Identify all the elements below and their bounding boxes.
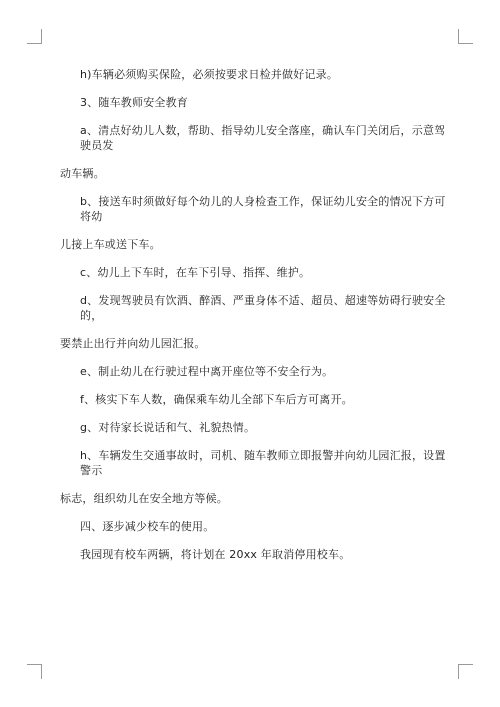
paragraph-text: g、对待家长说话和气、礼貌热情。 [80, 421, 256, 434]
paragraph-g [80, 420, 450, 435]
paragraph-a [60, 123, 450, 181]
paragraph-text: b、接送车时须做好每个幼儿的人身检查工作，保证幼儿安全的情况下方可将幼 [80, 195, 446, 223]
crop-mark-bottom-left [27, 664, 42, 679]
paragraph-d [60, 293, 450, 351]
paragraph-continuation: 标志，组织幼儿在安全地方等候。 [60, 492, 228, 505]
paragraph-text: a、清点好幼儿人数，帮助、指导幼儿安全落座，确认车门关闭后，示意驾驶员发 [80, 124, 446, 152]
paragraph-text: 四、逐步减少校车的使用。 [80, 520, 215, 533]
paragraph-e [80, 364, 450, 379]
paragraph-text: h、车辆发生交通事故时，司机、随车教师立即报警并向幼儿园汇报，设置警示 [80, 449, 446, 477]
paragraph-text: e、制止幼儿在行驶过程中离开座位等不安全行为。 [80, 365, 334, 378]
paragraph-f [80, 392, 450, 407]
paragraph-text: c、幼儿上下车时，在车下引导、指挥、维护。 [80, 266, 311, 279]
paragraph-h-insurance [80, 67, 450, 82]
section-heading-3 [80, 95, 450, 110]
document-body [60, 67, 450, 575]
paragraph-text: 3、随车教师安全教育 [80, 96, 188, 109]
section-heading-4 [80, 519, 450, 534]
paragraph-text: d、发现驾驶员有饮酒、醉酒、严重身体不适、超员、超速等妨碍行驶安全的， [80, 294, 446, 322]
crop-mark-top-left [27, 29, 42, 44]
crop-mark-bottom-right [458, 664, 473, 679]
paragraph-b [60, 194, 450, 252]
paragraph-continuation: 儿接上车或送下车。 [60, 238, 161, 251]
paragraph-h-accident [60, 448, 450, 506]
crop-mark-top-right [458, 29, 473, 44]
paragraph-continuation: 动车辆。 [60, 167, 105, 180]
paragraph-text: f、核实下车人数，确保乘车幼儿全部下车后方可离开。 [80, 393, 353, 406]
paragraph-text: h)车辆必须购买保险，必须按要求日检并做好记录。 [80, 68, 339, 81]
paragraph-continuation: 要禁止出行并向幼儿园汇报。 [60, 337, 206, 350]
paragraph-text: 我园现有校车两辆，将计划在 20xx 年取消停用校车。 [80, 548, 351, 561]
paragraph-c [80, 265, 450, 280]
paragraph-school-bus-plan [80, 547, 450, 562]
